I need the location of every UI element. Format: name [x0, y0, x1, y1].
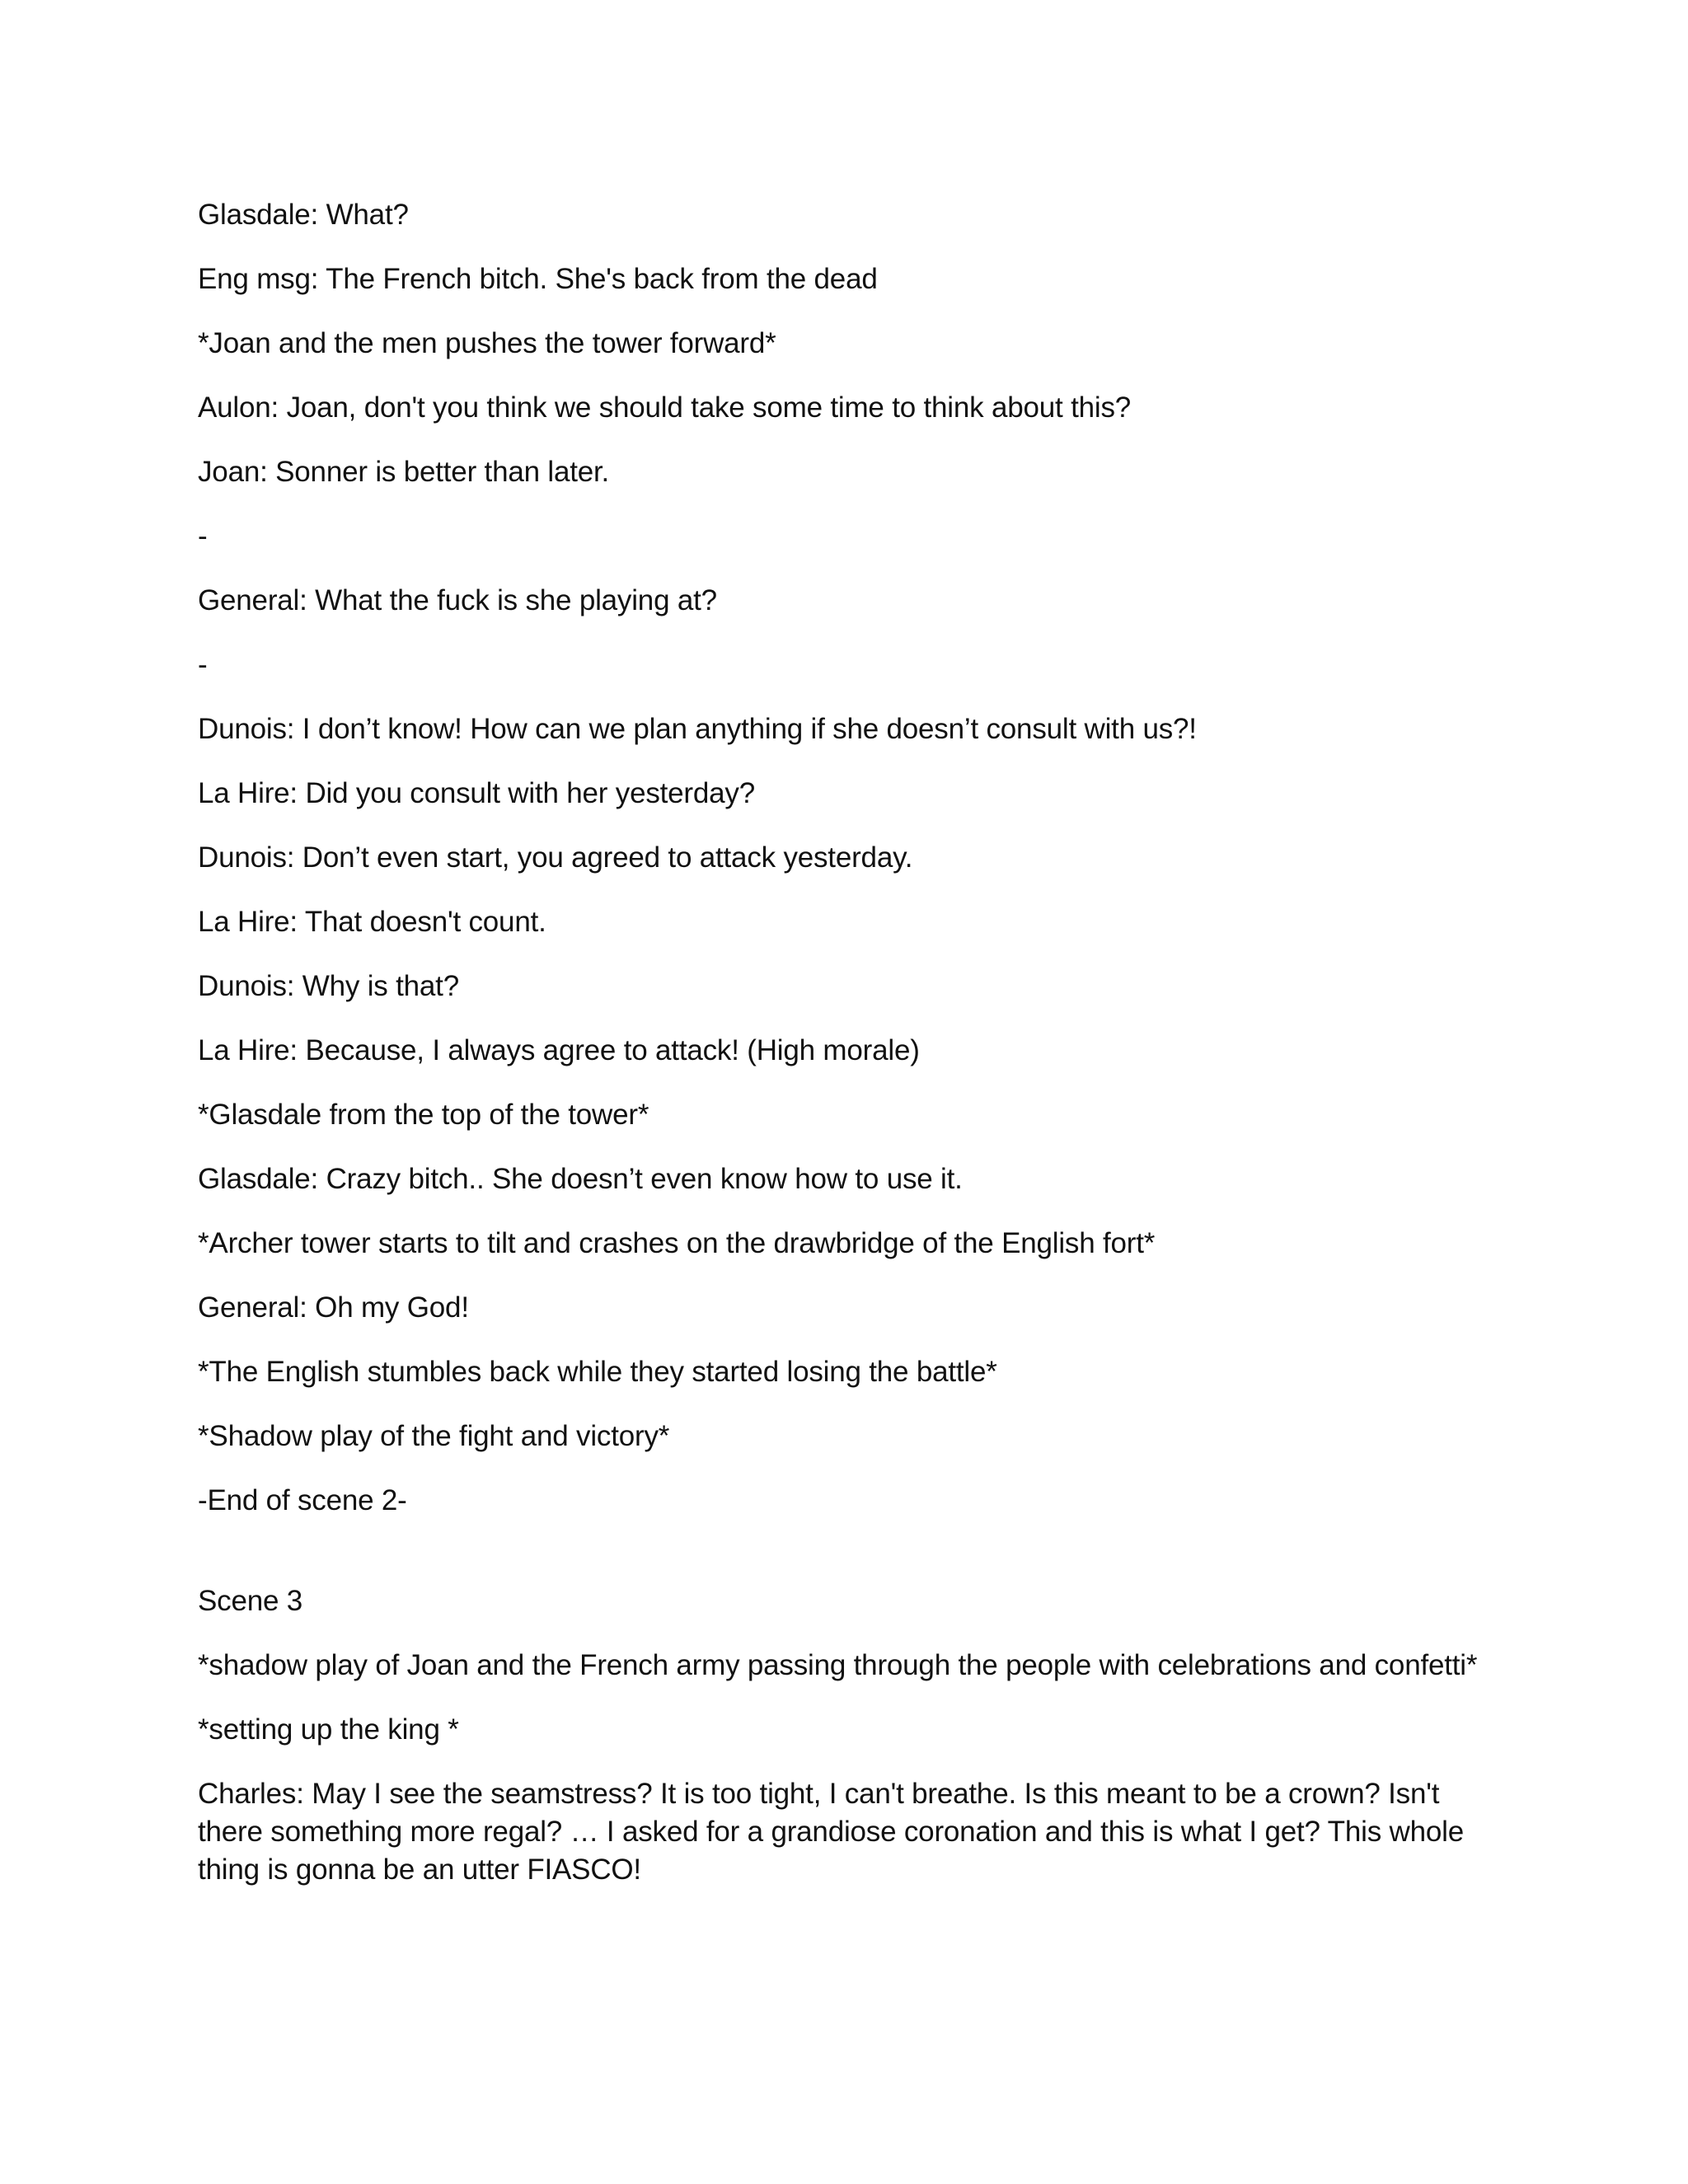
- stage-direction: *Glasdale from the top of the tower*: [198, 1099, 649, 1131]
- dialogue-line: La Hire: Because, I always agree to attack! (High morale): [198, 1034, 920, 1066]
- dialogue-line: Dunois: Why is that?: [198, 970, 459, 1002]
- script-text: [198, 196, 1492, 1889]
- dialogue-line: Dunois: I don’t know! How can we plan anything if she doesn’t consult with us?!: [198, 713, 1197, 745]
- stage-direction: *shadow play of Joan and the French army passing through the people with celebrations and confetti*: [198, 1649, 1478, 1681]
- dialogue-line: Glasdale: Crazy bitch.. She doesn’t even know how to use it.: [198, 1163, 963, 1195]
- dialogue-line: Joan: Sonner is better than later.: [198, 456, 610, 488]
- stage-direction: *The English stumbles back while they started losing the battle*: [198, 1356, 997, 1388]
- dialogue-line: La Hire: That doesn't count.: [198, 906, 546, 938]
- dialogue-line: General: What the fuck is she playing at?: [198, 584, 717, 616]
- dialogue-paragraph: Charles: May I see the seamstress? It is too tight, I can't breathe. Is this meant to be a crown? Isn't there something more regal? … I asked for a grandiose coronation and this is what I get? This whole thing is gonna be an utter FIASCO!: [198, 1778, 1464, 1886]
- stage-direction: *Shadow play of the fight and victory*: [198, 1420, 670, 1452]
- stage-direction: *setting up the king *: [198, 1713, 459, 1746]
- dialogue-line: Eng msg: The French bitch. She's back from the dead: [198, 263, 878, 295]
- dialogue-line: La Hire: Did you consult with her yesterday?: [198, 777, 755, 809]
- scene-heading: Scene 3: [198, 1585, 303, 1617]
- dialogue-line: Aulon: Joan, don't you think we should take some time to think about this?: [198, 391, 1132, 424]
- stage-direction: *Joan and the men pushes the tower forward*: [198, 327, 776, 359]
- separator: -: [198, 520, 208, 552]
- dialogue-line: Glasdale: What?: [198, 199, 409, 231]
- stage-direction: *Archer tower starts to tilt and crashes on the drawbridge of the English fort*: [198, 1227, 1156, 1259]
- separator: -: [198, 649, 208, 681]
- dialogue-line: Dunois: Don’t even start, you agreed to attack yesterday.: [198, 841, 913, 874]
- scene-end: -End of scene 2-: [198, 1484, 407, 1516]
- dialogue-line: General: Oh my God!: [198, 1291, 469, 1324]
